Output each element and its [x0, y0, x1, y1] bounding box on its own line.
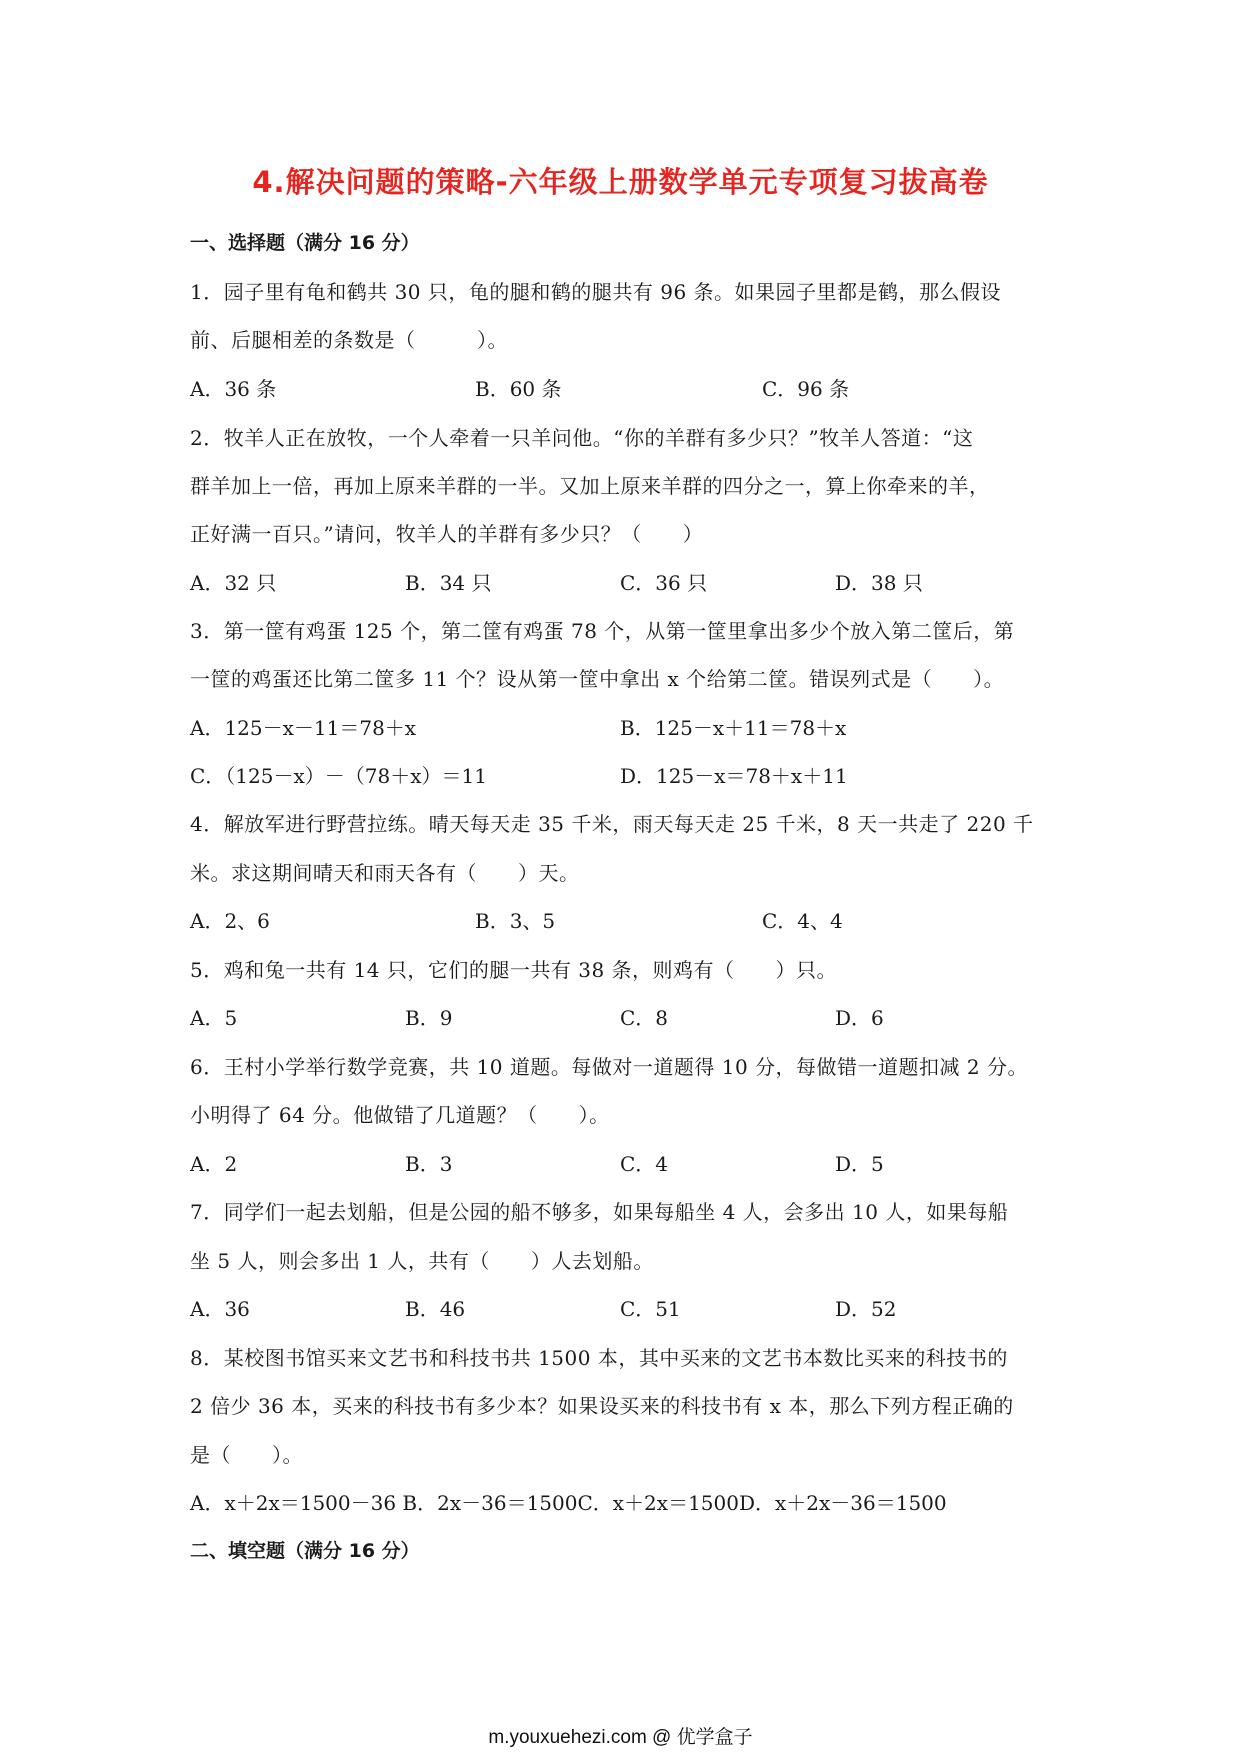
question-2-line-1: 2．牧羊人正在放牧，一个人牵着一只羊问他。“你的羊群有多少只？”牧羊人答道：“这 — [190, 426, 974, 450]
q6-option-a: A．2 — [190, 1152, 238, 1176]
question-8-line-2: 2 倍少 36 本，买来的科技书有多少本？如果设买来的科技书有 x 本，那么下列方程正确的 — [190, 1394, 1014, 1418]
q4-option-a: A．2、6 — [190, 909, 270, 933]
question-7-line-1: 7．同学们一起去划船，但是公园的船不够多，如果每船坐 4 人，会多出 10 人，如果每船 — [190, 1200, 1009, 1224]
question-3-line-1: 3．第一筐有鸡蛋 125 个，第二筐有鸡蛋 78 个，从第一筐里拿出多少个放入第二筐后，第 — [190, 619, 1015, 643]
q1-option-b: B．60 条 — [475, 377, 562, 401]
q2-option-a: A．32 只 — [190, 571, 277, 595]
q3-option-a: A．125－x－11＝78＋x — [190, 716, 417, 740]
q5-option-b: B．9 — [405, 1006, 453, 1030]
footer-watermark: m.youxuehezi.com @ 优学盒子 — [488, 1727, 753, 1748]
q5-option-a: A．5 — [190, 1006, 238, 1030]
question-4-line-1: 4．解放军进行野营拉练。晴天每天走 35 千米，雨天每天走 25 千米，8 天一共走了 220 千 — [190, 812, 1034, 836]
question-5-line-1: 5．鸡和兔一共有 14 只，它们的腿一共有 38 条，则鸡有（ ）只。 — [190, 958, 838, 982]
q2-option-d: D．38 只 — [835, 571, 923, 595]
question-3-line-2: 一筐的鸡蛋还比第二筐多 11 个？设从第一筐中拿出 x 个给第二筐。错误列式是（ ）。 — [190, 667, 1005, 691]
q4-option-c: C．4、4 — [762, 909, 843, 933]
q6-option-b: B．3 — [405, 1152, 453, 1176]
question-8-line-1: 8．某校图书馆买来文艺书和科技书共 1500 本，其中买来的文艺书本数比买来的科技书的 — [190, 1346, 1008, 1370]
section-heading-choice: 一、选择题（满分 16 分） — [190, 232, 420, 254]
q5-option-c: C．8 — [620, 1006, 669, 1030]
question-6-line-2: 小明得了 64 分。他做错了几道题？（ ）。 — [190, 1103, 610, 1127]
question-1-line-1: 1．园子里有龟和鹤共 30 只，龟的腿和鹤的腿共有 96 条。如果园子里都是鹤，那么假设 — [190, 280, 1002, 304]
q1-option-c: C．96 条 — [762, 377, 850, 401]
question-2-line-3: 正好满一百只。”请问，牧羊人的羊群有多少只？（ ） — [190, 522, 704, 546]
question-2-line-2: 群羊加上一倍，再加上原来羊群的一半。又加上原来羊群的四分之一，算上你牵来的羊， — [190, 474, 990, 498]
q8-options: A．x＋2x＝1500－36 B．2x－36＝1500C．x＋2x＝1500D．x＋2x－36＝1500 — [190, 1491, 947, 1515]
question-7-line-2: 坐 5 人，则会多出 1 人，共有（ ）人去划船。 — [190, 1249, 654, 1273]
question-6-line-1: 6．王村小学举行数学竞赛，共 10 道题。每做对一道题得 10 分，每做错一道题扣减 2 分。 — [190, 1055, 1028, 1079]
q4-option-b: B．3、5 — [475, 909, 556, 933]
q7-option-d: D．52 — [835, 1297, 897, 1321]
q7-option-b: B．46 — [405, 1297, 466, 1321]
page-title: 4.解决问题的策略-六年级上册数学单元专项复习拔高卷 — [252, 165, 989, 199]
q7-option-a: A．36 — [190, 1297, 250, 1321]
q1-option-a: A．36 条 — [190, 377, 277, 401]
q3-option-d: D．125－x＝78＋x＋11 — [620, 764, 848, 788]
q6-option-d: D．5 — [835, 1152, 884, 1176]
q3-option-c: C．（125－x）－（78＋x）＝11 — [190, 764, 487, 788]
q5-option-d: D．6 — [835, 1006, 884, 1030]
question-1-line-2: 前、后腿相差的条数是（ ）。 — [190, 328, 508, 352]
section-heading-fill: 二、填空题（满分 16 分） — [190, 1540, 420, 1562]
q7-option-c: C．51 — [620, 1297, 681, 1321]
question-8-line-3: 是（ ）。 — [190, 1443, 303, 1467]
q2-option-b: B．34 只 — [405, 571, 492, 595]
q3-option-b: B．125－x＋11＝78＋x — [620, 716, 847, 740]
q2-option-c: C．36 只 — [620, 571, 708, 595]
question-4-line-2: 米。求这期间晴天和雨天各有（ ）天。 — [190, 861, 580, 885]
q6-option-c: C．4 — [620, 1152, 669, 1176]
